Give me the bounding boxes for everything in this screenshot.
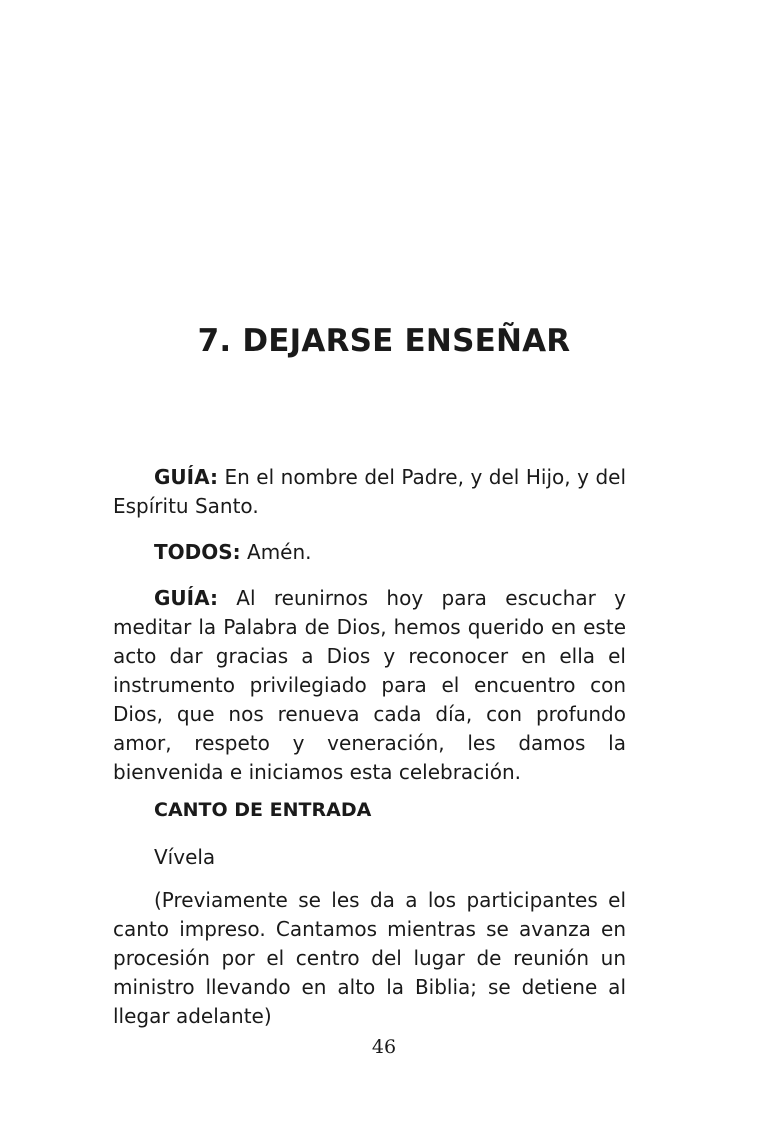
page-number: 46 bbox=[371, 1036, 397, 1058]
paragraph-text: Amén. bbox=[240, 540, 312, 564]
paragraph-text: En el nombre del Padre, y del Hijo, y del Espíritu Santo. bbox=[113, 465, 626, 518]
speaker-label: GUÍA: bbox=[154, 465, 218, 489]
text-block-todos bbox=[113, 538, 626, 567]
page-title: 7. DEJARSE ENSEÑAR bbox=[197, 322, 571, 359]
text-block-instruction bbox=[113, 886, 626, 1031]
paragraph-text: Al reunirnos hoy para escuchar y meditar la Palabra de Dios, hemos querido en este acto dar gracias a Dios y reconocer en ella el instrumento privilegiado para el encuentro con Dios, que nos renueva cada día, con profundo amor, respeto y veneración, les damos la bienvenida e iniciamos esta celebración. bbox=[113, 586, 626, 784]
text-block-intro bbox=[113, 463, 626, 521]
text-block-song bbox=[113, 843, 626, 872]
section-heading: CANTO DE ENTRADA bbox=[154, 799, 372, 821]
speaker-label: GUÍA: bbox=[154, 586, 218, 610]
text-block-section bbox=[113, 796, 626, 825]
text-block-welcome bbox=[113, 584, 626, 787]
song-name: Vívela bbox=[154, 845, 216, 869]
paragraph-guia-2 bbox=[113, 584, 626, 787]
instruction-paragraph: (Previamente se les da a los participantes el canto impreso. Cantamos mientras se avanza en procesión por el centro del lugar de reunión un ministro llevando en alto la Biblia; se detiene al llegar adelante) bbox=[113, 888, 626, 1028]
paragraph-guia-1 bbox=[113, 463, 626, 521]
paragraph-todos bbox=[113, 538, 626, 567]
speaker-label: TODOS: bbox=[154, 540, 241, 564]
